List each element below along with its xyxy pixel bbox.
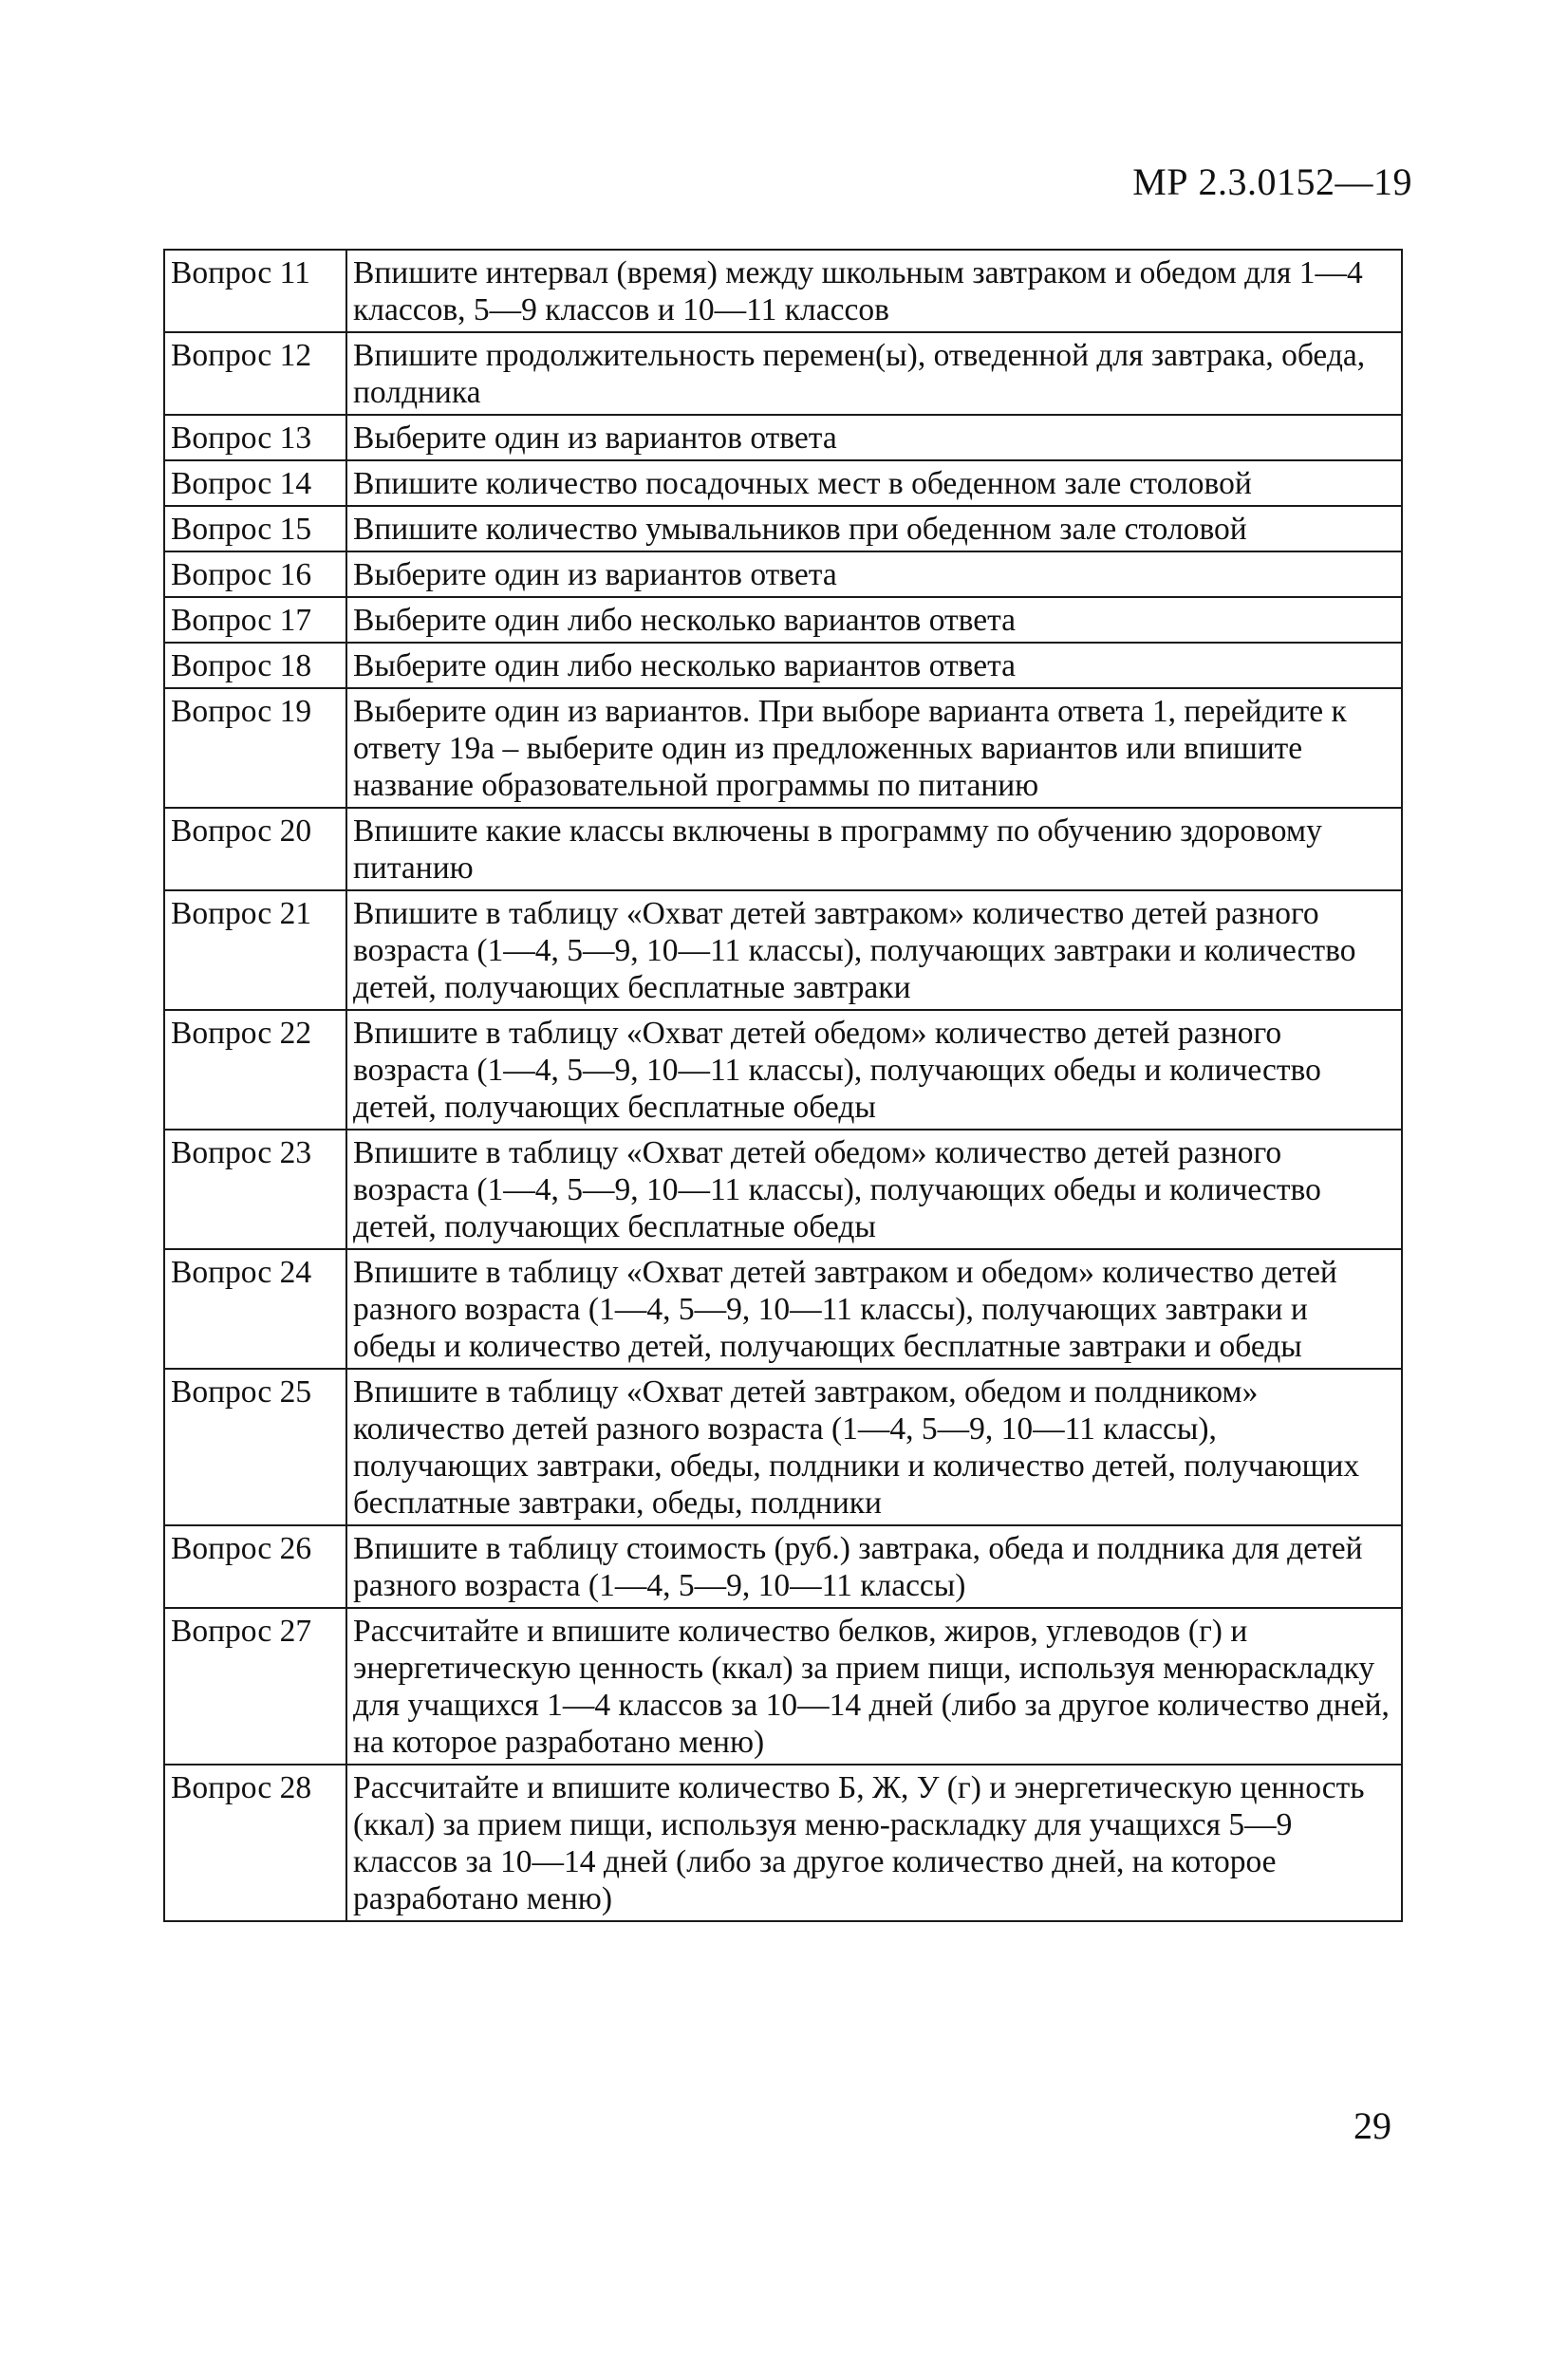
question-label: Вопрос 28 xyxy=(164,1765,346,1921)
table-row xyxy=(164,415,1402,460)
question-label: Вопрос 13 xyxy=(164,415,346,460)
table-row xyxy=(164,250,1402,332)
question-instruction: Выберите один из вариантов. При выборе варианта ответа 1, перейдите к ответу 19а – выберите один из предложенных вариантов или впишите название образовательной программы по питанию xyxy=(346,688,1402,808)
table-row xyxy=(164,643,1402,688)
question-label: Вопрос 25 xyxy=(164,1369,346,1525)
question-label: Вопрос 24 xyxy=(164,1249,346,1369)
question-instruction: Рассчитайте и впишите количество Б, Ж, У (г) и энергетическую ценность (ккал) за прием пищи, используя меню-раскладку для учащихся 5—9 классов за 10—14 дней (либо за другое количество дней, на которое разработано меню) xyxy=(346,1765,1402,1921)
questions-table xyxy=(163,249,1403,1922)
question-instruction: Выберите один либо несколько вариантов ответа xyxy=(346,643,1402,688)
question-label: Вопрос 14 xyxy=(164,460,346,506)
question-instruction: Впишите в таблицу «Охват детей завтраком и обедом» количество детей разного возраста (1—4, 5—9, 10—11 классы), получающих завтраки и обеды и количество детей, получающих бесплатные завтраки и обеды xyxy=(346,1249,1402,1369)
question-label: Вопрос 16 xyxy=(164,551,346,597)
table-row xyxy=(164,890,1402,1010)
question-label: Вопрос 12 xyxy=(164,332,346,415)
table-row xyxy=(164,1369,1402,1525)
question-instruction: Рассчитайте и впишите количество белков, жиров, углеводов (г) и энергетическую ценность (ккал) за прием пищи, используя менюраскладку для учащихся 1—4 классов за 10—14 дней (либо за другое количество дней, на которое разработано меню) xyxy=(346,1608,1402,1765)
question-label: Вопрос 18 xyxy=(164,643,346,688)
question-label: Вопрос 17 xyxy=(164,597,346,643)
question-instruction: Выберите один из вариантов ответа xyxy=(346,415,1402,460)
table-row xyxy=(164,1010,1402,1130)
question-label: Вопрос 20 xyxy=(164,808,346,890)
table-row xyxy=(164,551,1402,597)
table-row xyxy=(164,460,1402,506)
table-row xyxy=(164,332,1402,415)
question-label: Вопрос 15 xyxy=(164,506,346,551)
question-instruction: Выберите один либо несколько вариантов ответа xyxy=(346,597,1402,643)
question-instruction: Впишите в таблицу стоимость (руб.) завтрака, обеда и полдника для детей разного возраста (1—4, 5—9, 10—11 классы) xyxy=(346,1525,1402,1608)
document-code: МР 2.3.0152—19 xyxy=(1132,160,1412,203)
question-label: Вопрос 27 xyxy=(164,1608,346,1765)
question-instruction: Выберите один из вариантов ответа xyxy=(346,551,1402,597)
table-row xyxy=(164,1765,1402,1921)
page-number: 29 xyxy=(1353,2104,1391,2147)
question-label: Вопрос 21 xyxy=(164,890,346,1010)
question-instruction: Впишите интервал (время) между школьным завтраком и обедом для 1—4 классов, 5—9 классов и 10—11 классов xyxy=(346,250,1402,332)
table-row xyxy=(164,1608,1402,1765)
question-instruction: Впишите количество умывальников при обеденном зале столовой xyxy=(346,506,1402,551)
question-label: Вопрос 26 xyxy=(164,1525,346,1608)
question-label: Вопрос 23 xyxy=(164,1130,346,1249)
table-row xyxy=(164,808,1402,890)
table-row xyxy=(164,1525,1402,1608)
question-instruction: Впишите в таблицу «Охват детей обедом» количество детей разного возраста (1—4, 5—9, 10—11 классы), получающих обеды и количество детей, получающих бесплатные обеды xyxy=(346,1130,1402,1249)
question-label: Вопрос 11 xyxy=(164,250,346,332)
question-label: Вопрос 19 xyxy=(164,688,346,808)
question-instruction: Впишите продолжительность перемен(ы), отведенной для завтрака, обеда, полдника xyxy=(346,332,1402,415)
question-instruction: Впишите в таблицу «Охват детей обедом» количество детей разного возраста (1—4, 5—9, 10—11 классы), получающих обеды и количество детей, получающих бесплатные обеды xyxy=(346,1010,1402,1130)
table-row xyxy=(164,1130,1402,1249)
question-instruction: Впишите в таблицу «Охват детей завтраком, обедом и полдником» количество детей разного возраста (1—4, 5—9, 10—11 классы), получающих завтраки, обеды, полдники и количество детей, получающих бесплатные завтраки, обеды, полдники xyxy=(346,1369,1402,1525)
table-row xyxy=(164,506,1402,551)
question-label: Вопрос 22 xyxy=(164,1010,346,1130)
question-instruction: Впишите количество посадочных мест в обеденном зале столовой xyxy=(346,460,1402,506)
table-row xyxy=(164,1249,1402,1369)
question-instruction: Впишите в таблицу «Охват детей завтраком» количество детей разного возраста (1—4, 5—9, 10—11 классы), получающих завтраки и количество детей, получающих бесплатные завтраки xyxy=(346,890,1402,1010)
table-row xyxy=(164,688,1402,808)
table-row xyxy=(164,597,1402,643)
question-instruction: Впишите какие классы включены в программу по обучению здоровому питанию xyxy=(346,808,1402,890)
questions-table-body xyxy=(164,250,1402,1921)
